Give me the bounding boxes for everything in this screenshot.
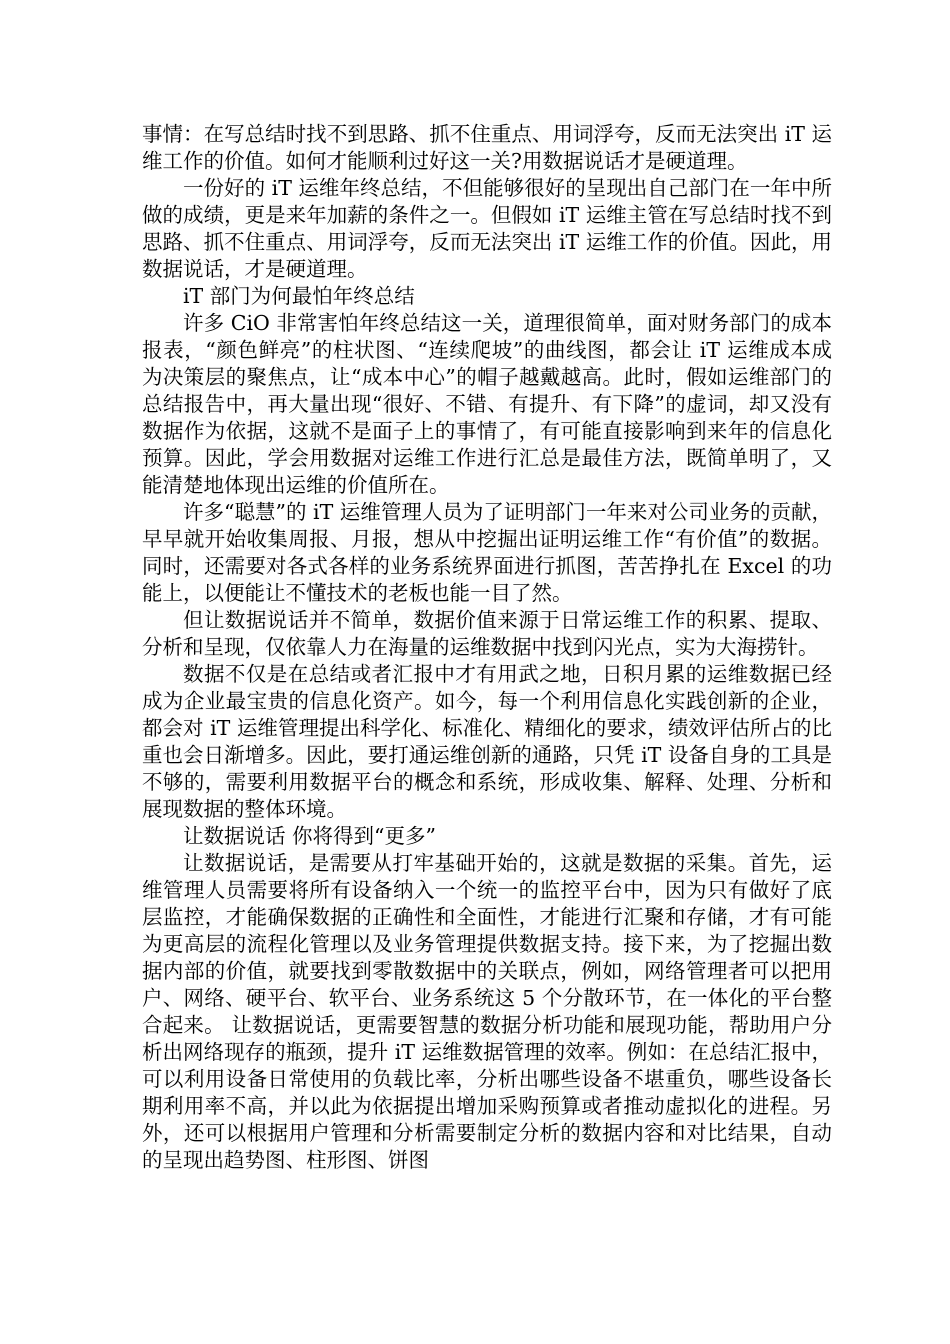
paragraph-continuation: 事情：在写总结时找不到思路、抓不住重点、用词浮夸，反而无法突出 iT 运维工作的价值。如何才能顺利过好这一关?用数据说话才是硬道理。 — [142, 122, 832, 173]
paragraph-cio-fear: 许多 CiO 非常害怕年终总结这一关，道理很简单，面对财务部门的成本报表，“颜色鲜亮”的柱状图、“连续爬坡”的曲线图，都会让 iT 运维成本成为决策层的聚焦点，让“成本中心”的帽子越戴越高。此时，假如运维部门的总结报告中，再大量出现“很好、不错、有提升、有下降”的虚词，却又没有数据作为依据，这就不是面子上的事情了，有可能直接影响到来年的信息化预算。因此，学会用数据对运维工作进行汇总是最佳方法，既简单明了，又能清楚地体现出运维的价值所在。 — [142, 311, 832, 497]
paragraph-data-collection: 让数据说话，是需要从打牢基础开始的，这就是数据的采集。首先，运维管理人员需要将所有设备纳入一个统一的监控平台中，因为只有做好了底层监控，才能确保数据的正确性和全面性，才能进行汇聚和存储，才有可能为更高层的流程化管理以及业务管理提供数据支持。接下来，为了挖掘出数据内部的价值，就要找到零散数据中的关联点，例如，网络管理者可以把用户、网络、硬平台、软平台、业务系统这 5 个分散环节，在一体化的平台整合起来。 让数据说话，更需要智慧的数据分析功能和展现功能，帮助用户分析出网络现存的瓶颈，提升 iT 运维数据管理的效率。例如：在总结汇报中，可以利用设备日常使用的负载比率，分析出哪些设备不堪重负，哪些设备长期利用率不高，并以此为依据提出增加采购预算或者推动虚拟化的进程。另外，还可以根据用户管理和分析需要制定分析的数据内容和对比结果，自动的呈现出趋势图、柱形图、饼图 — [142, 851, 832, 1172]
paragraph-smart-managers: 许多“聪慧”的 iT 运维管理人员为了证明部门一年来对公司业务的贡献，早早就开始收集周报、月报，想从中挖掘出证明运维工作“有价值”的数据。同时，还需要对各式各样的业务系统界面进行抓图，苦苦挣扎在 Excel 的功能上，以便能让不懂技术的老板也能一目了然。 — [142, 500, 832, 605]
section-heading-get-more: 让数据说话 你将得到“更多” — [183, 824, 436, 848]
document-body — [142, 121, 832, 1174]
section-heading-year-end-summary: iT 部门为何最怕年终总结 — [183, 284, 415, 308]
paragraph-data-assets: 数据不仅是在总结或者汇报中才有用武之地，日积月累的运维数据已经成为企业最宝贵的信息化资产。如今，每一个利用信息化实践创新的企业，都会对 iT 运维管理提出科学化、标准化、精细化的要求，绩效评估所占的比重也会日渐增多。因此，要打通运维创新的通路，只凭 iT 设备自身的工具是不够的，需要利用数据平台的概念和系统，形成收集、解释、处理、分析和展现数据的整体环境。 — [142, 662, 832, 821]
paragraph-not-simple: 但让数据说话并不简单，数据价值来源于日常运维工作的积累、提取、分析和呈现，仅依靠人力在海量的运维数据中找到闪光点，实为大海捞针。 — [142, 608, 832, 659]
paragraph-intro: 一份好的 iT 运维年终总结，不但能够很好的呈现出自己部门在一年中所做的成绩，更是来年加薪的条件之一。但假如 iT 运维主管在写总结时找不到思路、抓不住重点、用词浮夸，反而无法突出 iT 运维工作的价值。因此，用数据说话，才是硬道理。 — [142, 176, 832, 281]
